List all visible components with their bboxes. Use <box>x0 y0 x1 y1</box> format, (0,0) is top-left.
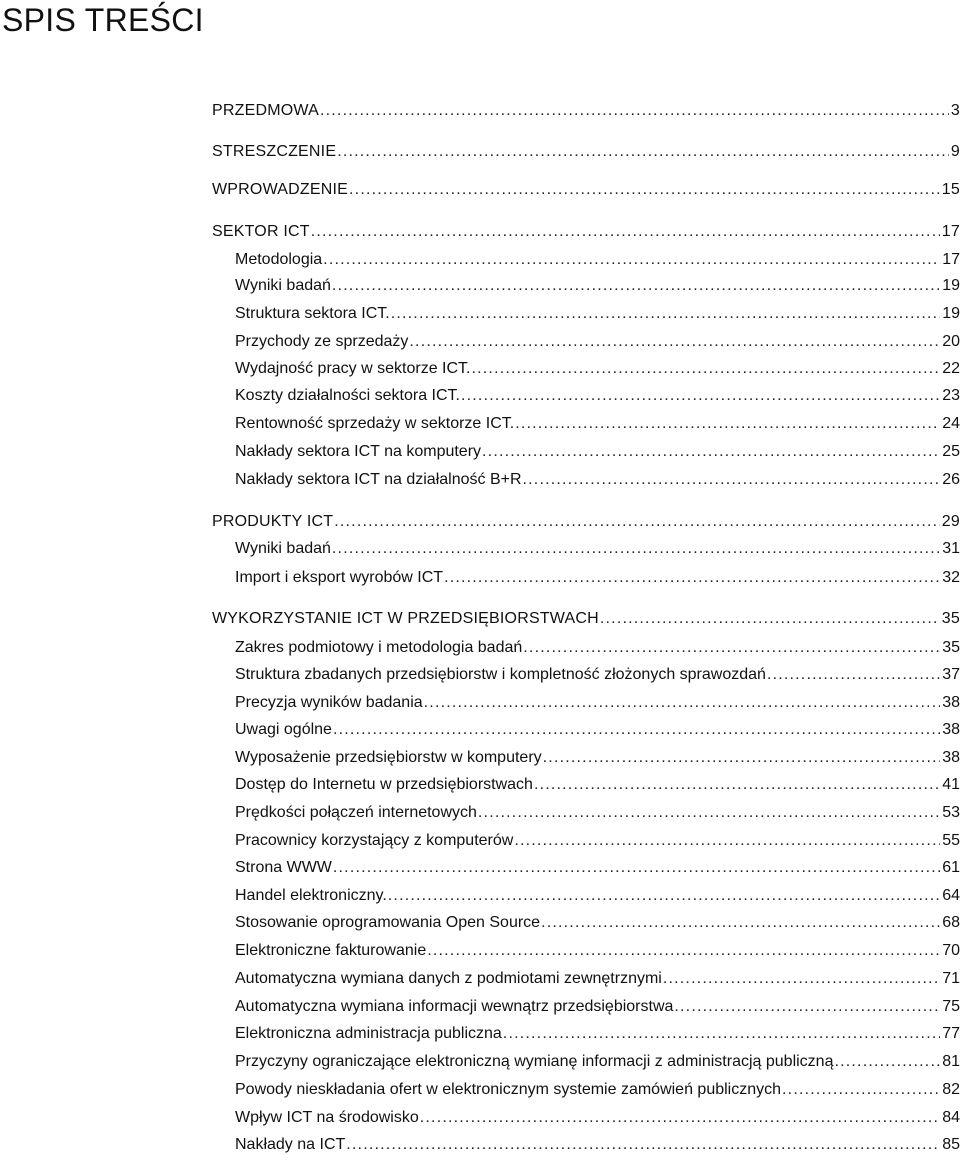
toc-section-entry[interactable] <box>212 220 960 244</box>
toc-subsection-entry[interactable] <box>235 1078 960 1102</box>
toc-subsection-entry[interactable] <box>235 357 960 381</box>
toc-entry-label: Przyczyny ograniczające elektroniczną wymianę informacji z administracją publiczną <box>235 1053 834 1070</box>
toc-subsection-entry[interactable] <box>235 302 960 326</box>
toc-subsection-entry[interactable] <box>235 801 960 825</box>
toc-entry-label: Elektroniczna administracja publiczna <box>235 1025 502 1042</box>
toc-subsection-entry[interactable] <box>235 440 960 464</box>
toc-subsection-entry[interactable] <box>235 718 960 742</box>
toc-page-number: 75 <box>942 998 960 1015</box>
toc-subsection-entry[interactable] <box>235 1133 960 1157</box>
toc-page-number: 53 <box>942 804 960 821</box>
toc-entry-label: STRESZCZENIE <box>212 143 337 160</box>
toc-dot-leader <box>478 801 940 825</box>
toc-entry-label: Przychody ze sprzedaży <box>235 333 409 350</box>
toc-entry-label: Nakłady na ICT <box>235 1136 346 1153</box>
toc-dot-leader <box>424 691 941 715</box>
toc-entry-label: Automatyczna wymiana informacji wewnątrz przedsiębiorstwa <box>235 998 674 1015</box>
toc-entry-label: Rentowność sprzedaży w sektorze ICT. <box>235 415 515 432</box>
toc-entry-label: Nakłady sektora ICT na komputery <box>235 443 482 460</box>
toc-entry-label: Automatyczna wymiana danych z podmiotami zewnętrznymi <box>235 970 662 987</box>
toc-page-number: 55 <box>942 832 960 849</box>
toc-page-number: 31 <box>942 540 960 557</box>
toc-dot-leader <box>427 939 940 963</box>
page-title: SPIS TREŚCI <box>2 2 204 38</box>
toc-section-entry[interactable] <box>212 607 960 631</box>
toc-dot-leader <box>391 302 940 326</box>
toc-page-number: 85 <box>942 1136 960 1153</box>
toc-page-number: 24 <box>942 415 960 432</box>
toc-section-entry[interactable] <box>212 510 960 534</box>
toc-page-number: 68 <box>942 914 960 931</box>
toc-entry-label: Struktura sektora ICT. <box>235 305 390 322</box>
toc-subsection-entry[interactable] <box>235 911 960 935</box>
toc-entry-label: Zakres podmiotowy i metodologia badań <box>235 639 523 656</box>
toc-dot-leader <box>332 274 940 298</box>
toc-subsection-entry[interactable] <box>235 829 960 853</box>
toc-dot-leader <box>323 248 940 272</box>
toc-page-number: 35 <box>941 610 960 627</box>
toc-entry-label: Koszty działalności sektora ICT. <box>235 387 460 404</box>
toc-entry-label: Precyzja wyników badania <box>235 694 423 711</box>
toc-dot-leader <box>388 884 940 908</box>
toc-dot-leader <box>311 220 940 244</box>
toc-subsection-entry[interactable] <box>235 663 960 687</box>
toc-dot-leader <box>523 468 941 492</box>
toc-page-number: 37 <box>942 666 960 683</box>
toc-page-number: 3 <box>950 102 960 119</box>
toc-entry-label: PRODUKTY ICT <box>212 513 334 530</box>
toc-subsection-entry[interactable] <box>235 1106 960 1130</box>
toc-subsection-entry[interactable] <box>235 773 960 797</box>
toc-entry-label: Powody nieskładania ofert w elektronicznym systemie zamówień publicznych <box>235 1081 782 1098</box>
toc-page-number: 38 <box>942 694 960 711</box>
toc-subsection-entry[interactable] <box>235 412 960 436</box>
toc-entry-label: Wydajność pracy w sektorze ICT. <box>235 360 471 377</box>
toc-dot-leader <box>333 718 940 742</box>
toc-page-number: 23 <box>942 387 960 404</box>
toc-entry-label: Wyposażenie przedsiębiorstw w komputery <box>235 749 542 766</box>
toc-page-number: 70 <box>942 942 960 959</box>
toc-entry-label: Pracownicy korzystający z komputerów <box>235 832 514 849</box>
toc-page-number: 17 <box>942 251 960 268</box>
toc-page-number: 71 <box>942 970 960 987</box>
toc-dot-leader <box>541 911 940 935</box>
toc-section-entry[interactable] <box>212 178 960 202</box>
toc-entry-label: Elektroniczne fakturowanie <box>235 942 427 959</box>
toc-page-number: 64 <box>942 887 960 904</box>
toc-entry-label: Import i eksport wyrobów ICT <box>235 569 444 586</box>
toc-page-number: 81 <box>942 1053 960 1070</box>
toc-entry-label: Strona WWW <box>235 859 332 876</box>
toc-dot-leader <box>333 856 940 880</box>
toc-dot-leader <box>337 140 949 164</box>
toc-section-entry[interactable] <box>212 140 960 164</box>
toc-subsection-entry[interactable] <box>235 967 960 991</box>
toc-subsection-entry[interactable] <box>235 384 960 408</box>
toc-page-number: 26 <box>942 471 960 488</box>
toc-entry-label: PRZEDMOWA <box>212 102 319 119</box>
toc-page-number: 41 <box>942 776 960 793</box>
toc-subsection-entry[interactable] <box>235 537 960 561</box>
toc-dot-leader <box>471 357 940 381</box>
toc-page-number: 15 <box>941 181 960 198</box>
toc-dot-leader <box>523 636 940 660</box>
toc-page-number: 84 <box>942 1109 960 1126</box>
toc-dot-leader <box>461 384 940 408</box>
toc-subsection-entry[interactable] <box>235 746 960 770</box>
toc-entry-label: Metodologia <box>235 251 323 268</box>
toc-entry-label: Struktura zbadanych przedsiębiorstw i kompletność złożonych sprawozdań <box>235 666 766 683</box>
toc-page-number: 19 <box>942 277 960 294</box>
toc-page-number: 35 <box>942 639 960 656</box>
toc-entry-label: Stosowanie oprogramowania Open Source <box>235 914 541 931</box>
toc-subsection-entry[interactable] <box>235 468 960 492</box>
toc-entry-label: Wyniki badań <box>235 540 331 557</box>
toc-subsection-entry[interactable] <box>235 691 960 715</box>
toc-subsection-entry[interactable] <box>235 330 960 354</box>
toc-dot-leader <box>600 607 940 631</box>
toc-page-number: 22 <box>942 360 960 377</box>
toc-subsection-entry[interactable] <box>235 636 960 660</box>
toc-entry-label: Dostęp do Internetu w przedsiębiorstwach <box>235 776 533 793</box>
toc-entry-label: Nakłady sektora ICT na działalność B+R <box>235 471 522 488</box>
toc-dot-leader <box>482 440 940 464</box>
toc-page-number: 19 <box>942 305 960 322</box>
toc-dot-leader <box>503 1022 940 1046</box>
toc-entry-label: SEKTOR ICT <box>212 223 310 240</box>
toc-section-entry[interactable] <box>212 99 960 123</box>
toc-page-number: 77 <box>942 1025 960 1042</box>
toc-subsection-entry[interactable] <box>235 939 960 963</box>
toc-page-number: 29 <box>941 513 960 530</box>
toc-page-number: 20 <box>942 333 960 350</box>
toc-page-number: 17 <box>941 223 960 240</box>
toc-entry-label: Prędkości połączeń internetowych <box>235 804 477 821</box>
toc-dot-leader <box>543 746 941 770</box>
toc-dot-leader <box>332 537 940 561</box>
toc-subsection-entry[interactable] <box>235 248 960 272</box>
toc-page-number: 9 <box>950 143 960 160</box>
toc-entry-label: Handel elektroniczny. <box>235 887 387 904</box>
toc-page-number: 82 <box>942 1081 960 1098</box>
toc-page-number: 38 <box>942 749 960 766</box>
toc-dot-leader <box>767 663 940 687</box>
toc-dot-leader <box>420 1106 940 1130</box>
toc-subsection-entry[interactable] <box>235 856 960 880</box>
toc-entry-label: Wyniki badań <box>235 277 331 294</box>
toc-dot-leader <box>674 995 940 1019</box>
toc-dot-leader <box>409 330 940 354</box>
toc-page-number: 38 <box>942 721 960 738</box>
toc-page-number: 25 <box>942 443 960 460</box>
toc-dot-leader <box>834 1050 940 1074</box>
toc-dot-leader <box>514 829 940 853</box>
toc-subsection-entry[interactable] <box>235 995 960 1019</box>
toc-dot-leader <box>349 178 940 202</box>
toc-dot-leader <box>346 1133 940 1157</box>
toc-subsection-entry[interactable] <box>235 1050 960 1074</box>
toc-subsection-entry[interactable] <box>235 1022 960 1046</box>
toc-dot-leader <box>334 510 940 534</box>
toc-dot-leader <box>663 967 940 991</box>
toc-page-number: 61 <box>942 859 960 876</box>
toc-entry-label: WPROWADZENIE <box>212 181 349 198</box>
toc-entry-label: WYKORZYSTANIE ICT W PRZEDSIĘBIORSTWACH <box>212 610 599 627</box>
toc-dot-leader <box>320 99 949 123</box>
toc-dot-leader <box>444 566 940 590</box>
toc-subsection-entry[interactable] <box>235 274 960 298</box>
toc-dot-leader <box>782 1078 940 1102</box>
toc-subsection-entry[interactable] <box>235 884 960 908</box>
toc-page-number: 32 <box>942 569 960 586</box>
toc-subsection-entry[interactable] <box>235 566 960 590</box>
toc-entry-label: Wpływ ICT na środowisko <box>235 1109 419 1126</box>
toc-dot-leader <box>515 412 940 436</box>
toc-entry-label: Uwagi ogólne <box>235 721 332 738</box>
toc-dot-leader <box>534 773 940 797</box>
